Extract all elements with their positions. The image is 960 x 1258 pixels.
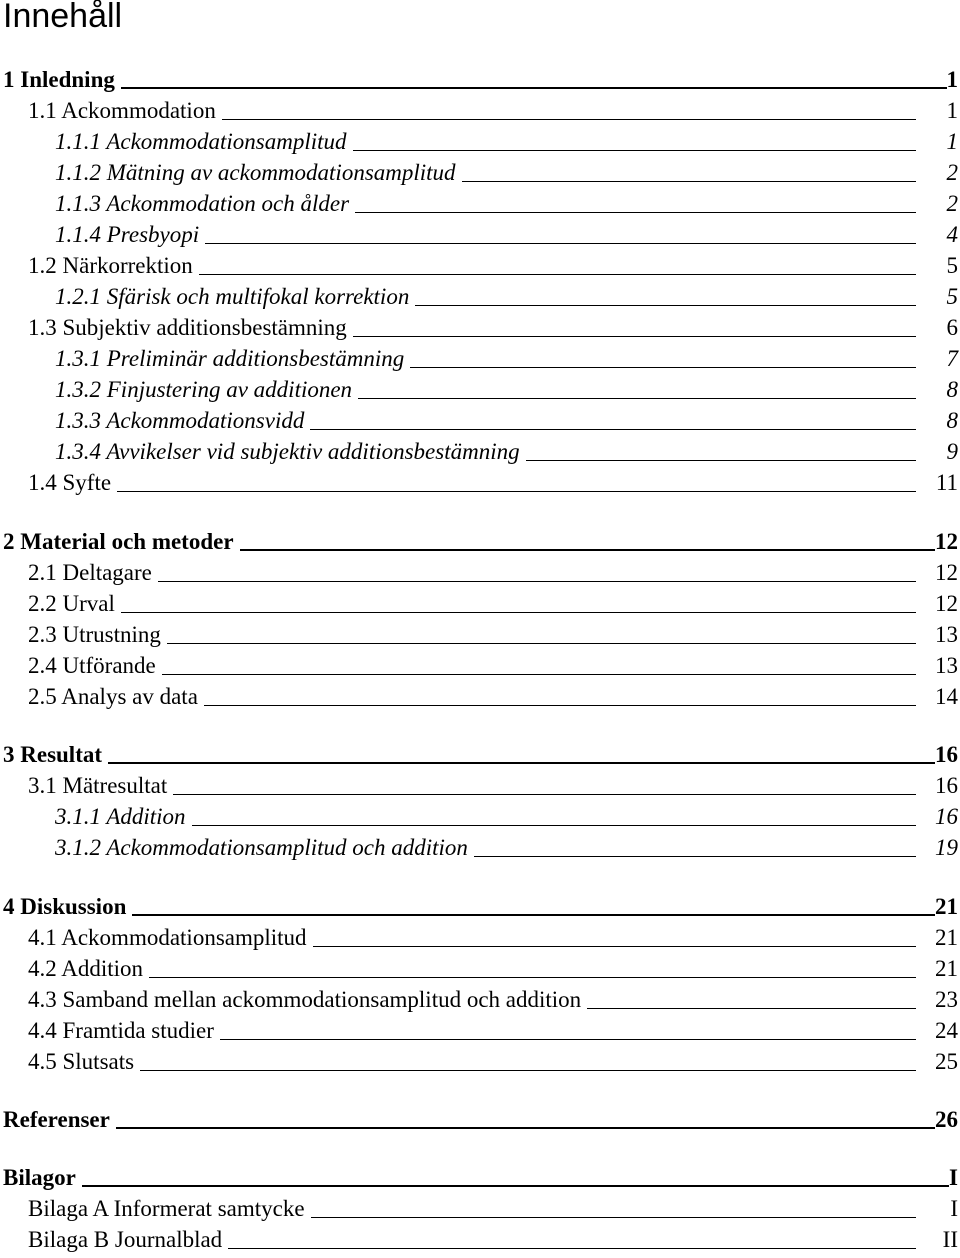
- toc-entry-page-number: 24: [935, 1018, 958, 1043]
- toc-section-heading[interactable]: [3, 891, 958, 922]
- toc-entry-label: Referenser: [3, 1107, 110, 1132]
- leader-line: [310, 429, 916, 430]
- toc-entry-page-number: 1: [946, 129, 958, 154]
- leader-line: [355, 212, 916, 213]
- leader-line: [205, 243, 916, 244]
- leader-line: [526, 460, 916, 461]
- toc-entry-page-number: II: [942, 1227, 958, 1252]
- toc-entry[interactable]: [28, 681, 958, 712]
- toc-entry[interactable]: [55, 832, 958, 863]
- toc-entry[interactable]: [55, 801, 958, 832]
- toc-entry-label: 2.4 Utförande: [28, 653, 156, 678]
- toc-entry-label: 1.1 Ackommodation: [28, 98, 216, 123]
- leader-line: [173, 794, 916, 795]
- toc-entry[interactable]: [28, 467, 958, 498]
- toc-entry-label: 1.3.2 Finjustering av additionen: [55, 377, 353, 402]
- page-title: Innehåll: [3, 0, 123, 35]
- toc-entry-label: 1.1.2 Mätning av ackommodationsamplitud: [55, 160, 456, 185]
- toc-entry-page-number: 21: [935, 956, 958, 981]
- toc-entry-page-number: 19: [935, 835, 958, 860]
- toc-entry-page-number: 16: [935, 742, 958, 767]
- toc-entry[interactable]: [28, 95, 958, 126]
- toc-entry-label: Bilaga A Informerat samtycke: [28, 1196, 305, 1221]
- toc-entry-page-number: 16: [935, 804, 958, 829]
- leader-line: [313, 946, 916, 947]
- toc-entry-label: 4.1 Ackommodationsamplitud: [28, 925, 307, 950]
- toc-entry[interactable]: [55, 343, 958, 374]
- toc-entry[interactable]: [28, 1224, 958, 1255]
- toc-entry[interactable]: [28, 312, 958, 343]
- toc-entry-label: Bilagor: [3, 1165, 76, 1190]
- toc-section-heading[interactable]: [3, 1162, 958, 1193]
- toc-entry-label: 3.1.2 Ackommodationsamplitud och addition: [55, 835, 468, 860]
- toc-entry-page-number: 12: [935, 591, 958, 616]
- toc-entry-page-number: 21: [935, 894, 958, 919]
- toc-entry[interactable]: [55, 436, 958, 467]
- toc-entry[interactable]: [55, 281, 958, 312]
- leader-line: [228, 1248, 916, 1249]
- toc-entry[interactable]: [28, 1193, 958, 1224]
- toc-entry[interactable]: [28, 922, 958, 953]
- toc-entry[interactable]: [55, 219, 958, 250]
- toc-entry-label: 3.1 Mätresultat: [28, 773, 168, 798]
- toc-entry[interactable]: [28, 984, 958, 1015]
- toc-entry-label: 2.5 Analys av data: [28, 684, 198, 709]
- toc-entry-label: 1.3.3 Ackommodationsvidd: [55, 408, 305, 433]
- toc-entry-label: 4 Diskussion: [3, 894, 127, 919]
- toc-entry-label: 1.1.1 Ackommodationsamplitud: [55, 129, 347, 154]
- leader-line: [410, 367, 916, 368]
- toc-entry-label: 2 Material och metoder: [3, 529, 234, 554]
- toc-entry[interactable]: [55, 405, 958, 436]
- toc-entry-page-number: 2: [946, 191, 958, 216]
- toc-entry-label: 3.1.1 Addition: [55, 804, 186, 829]
- toc-entry-label: 2.2 Urval: [28, 591, 115, 616]
- leader-line: [415, 305, 916, 306]
- toc-entry[interactable]: [28, 1015, 958, 1046]
- toc-entry[interactable]: [28, 250, 958, 281]
- leader-line: [108, 762, 935, 764]
- toc-entry-label: 4.2 Addition: [28, 956, 144, 981]
- toc-entry-label: 1.2.1 Sfärisk och multifokal korrektion: [55, 284, 410, 309]
- toc-entry[interactable]: [28, 557, 958, 588]
- toc-entry-label: 1.3.1 Preliminär additionsbestämning: [55, 346, 405, 371]
- toc-entry-label: 1.2 Närkorrektion: [28, 253, 193, 278]
- toc-entry-page-number: 2: [946, 160, 958, 185]
- toc-entry-label: 4.3 Samband mellan ackommodationsamplitud och addition: [28, 987, 582, 1012]
- leader-line: [82, 1185, 949, 1187]
- toc-entry-page-number: 11: [935, 470, 958, 495]
- leader-line: [199, 274, 916, 275]
- toc-section-heading[interactable]: [3, 526, 958, 557]
- toc-entry-page-number: 21: [935, 925, 958, 950]
- toc-entry-page-number: 9: [946, 439, 958, 464]
- toc-entry-label: 2.3 Utrustning: [28, 622, 161, 647]
- toc-entry[interactable]: [28, 770, 958, 801]
- toc-entry[interactable]: [55, 188, 958, 219]
- leader-line: [158, 581, 916, 582]
- toc-entry-page-number: 26: [935, 1107, 958, 1132]
- leader-line: [121, 87, 947, 89]
- toc-entry-page-number: 12: [935, 529, 958, 554]
- leader-line: [140, 1070, 916, 1071]
- toc-entry[interactable]: [55, 157, 958, 188]
- toc-entry-page-number: 14: [935, 684, 958, 709]
- toc-entry[interactable]: [28, 588, 958, 619]
- leader-line: [121, 612, 916, 613]
- toc-entry-label: 1.3.4 Avvikelser vid subjektiv additionsbestämning: [55, 439, 520, 464]
- toc-entry-page-number: 23: [935, 987, 958, 1012]
- toc-entry-label: 1.1.3 Ackommodation och ålder: [55, 191, 350, 216]
- leader-line: [474, 856, 916, 857]
- toc-entry-page-number: 8: [946, 377, 958, 402]
- leader-line: [116, 1127, 935, 1129]
- toc-section-heading[interactable]: [3, 1104, 958, 1135]
- toc-entry-label: 1.4 Syfte: [28, 470, 112, 495]
- toc-entry-page-number: 6: [946, 315, 958, 340]
- toc-entry-label: 4.5 Slutsats: [28, 1049, 135, 1074]
- leader-line: [462, 181, 916, 182]
- leader-line: [240, 549, 935, 551]
- toc-entry-page-number: 5: [946, 284, 958, 309]
- toc-section-heading[interactable]: [3, 64, 958, 95]
- toc-entry-label: 1.1.4 Presbyopi: [55, 222, 200, 247]
- leader-line: [204, 705, 916, 706]
- toc-entry-page-number: 5: [946, 253, 958, 278]
- toc-entry-page-number: 13: [935, 653, 958, 678]
- toc-entry-label: 1.3 Subjektiv additionsbestämning: [28, 315, 347, 340]
- leader-line: [311, 1217, 916, 1218]
- toc-entry-page-number: 12: [935, 560, 958, 585]
- toc-entry-label: 3 Resultat: [3, 742, 103, 767]
- toc-entry-page-number: 8: [946, 408, 958, 433]
- toc-entry[interactable]: [28, 1046, 958, 1077]
- toc-entry-label: Bilaga B Journalblad: [28, 1227, 223, 1252]
- toc-entry[interactable]: [55, 126, 958, 157]
- leader-line: [358, 398, 916, 399]
- toc-entry-page-number: 1: [946, 98, 958, 123]
- leader-line: [220, 1039, 916, 1040]
- toc-entry[interactable]: [28, 619, 958, 650]
- toc-entry-page-number: 1: [946, 67, 958, 92]
- toc-entry-label: 4.4 Framtida studier: [28, 1018, 214, 1043]
- toc-section-heading[interactable]: [3, 739, 958, 770]
- toc-entry-page-number: 16: [935, 773, 958, 798]
- toc-entry-label: 1 Inledning: [3, 67, 115, 92]
- toc-entry-page-number: I: [950, 1196, 958, 1221]
- toc-entry[interactable]: [28, 953, 958, 984]
- toc-entry-page-number: 7: [946, 346, 958, 371]
- leader-line: [192, 825, 916, 826]
- leader-line: [162, 674, 916, 675]
- leader-line: [117, 491, 916, 492]
- leader-line: [353, 336, 916, 337]
- toc-entry-page-number: 13: [935, 622, 958, 647]
- toc-entry[interactable]: [28, 650, 958, 681]
- leader-line: [132, 914, 935, 916]
- toc-entry-label: 2.1 Deltagare: [28, 560, 152, 585]
- toc-entry-page-number: I: [949, 1165, 958, 1190]
- leader-line: [149, 977, 916, 978]
- toc-entry[interactable]: [55, 374, 958, 405]
- leader-line: [167, 643, 916, 644]
- leader-line: [353, 150, 916, 151]
- leader-line: [222, 119, 916, 120]
- toc-entry-page-number: 4: [946, 222, 958, 247]
- leader-line: [587, 1008, 916, 1009]
- toc-entry-page-number: 25: [935, 1049, 958, 1074]
